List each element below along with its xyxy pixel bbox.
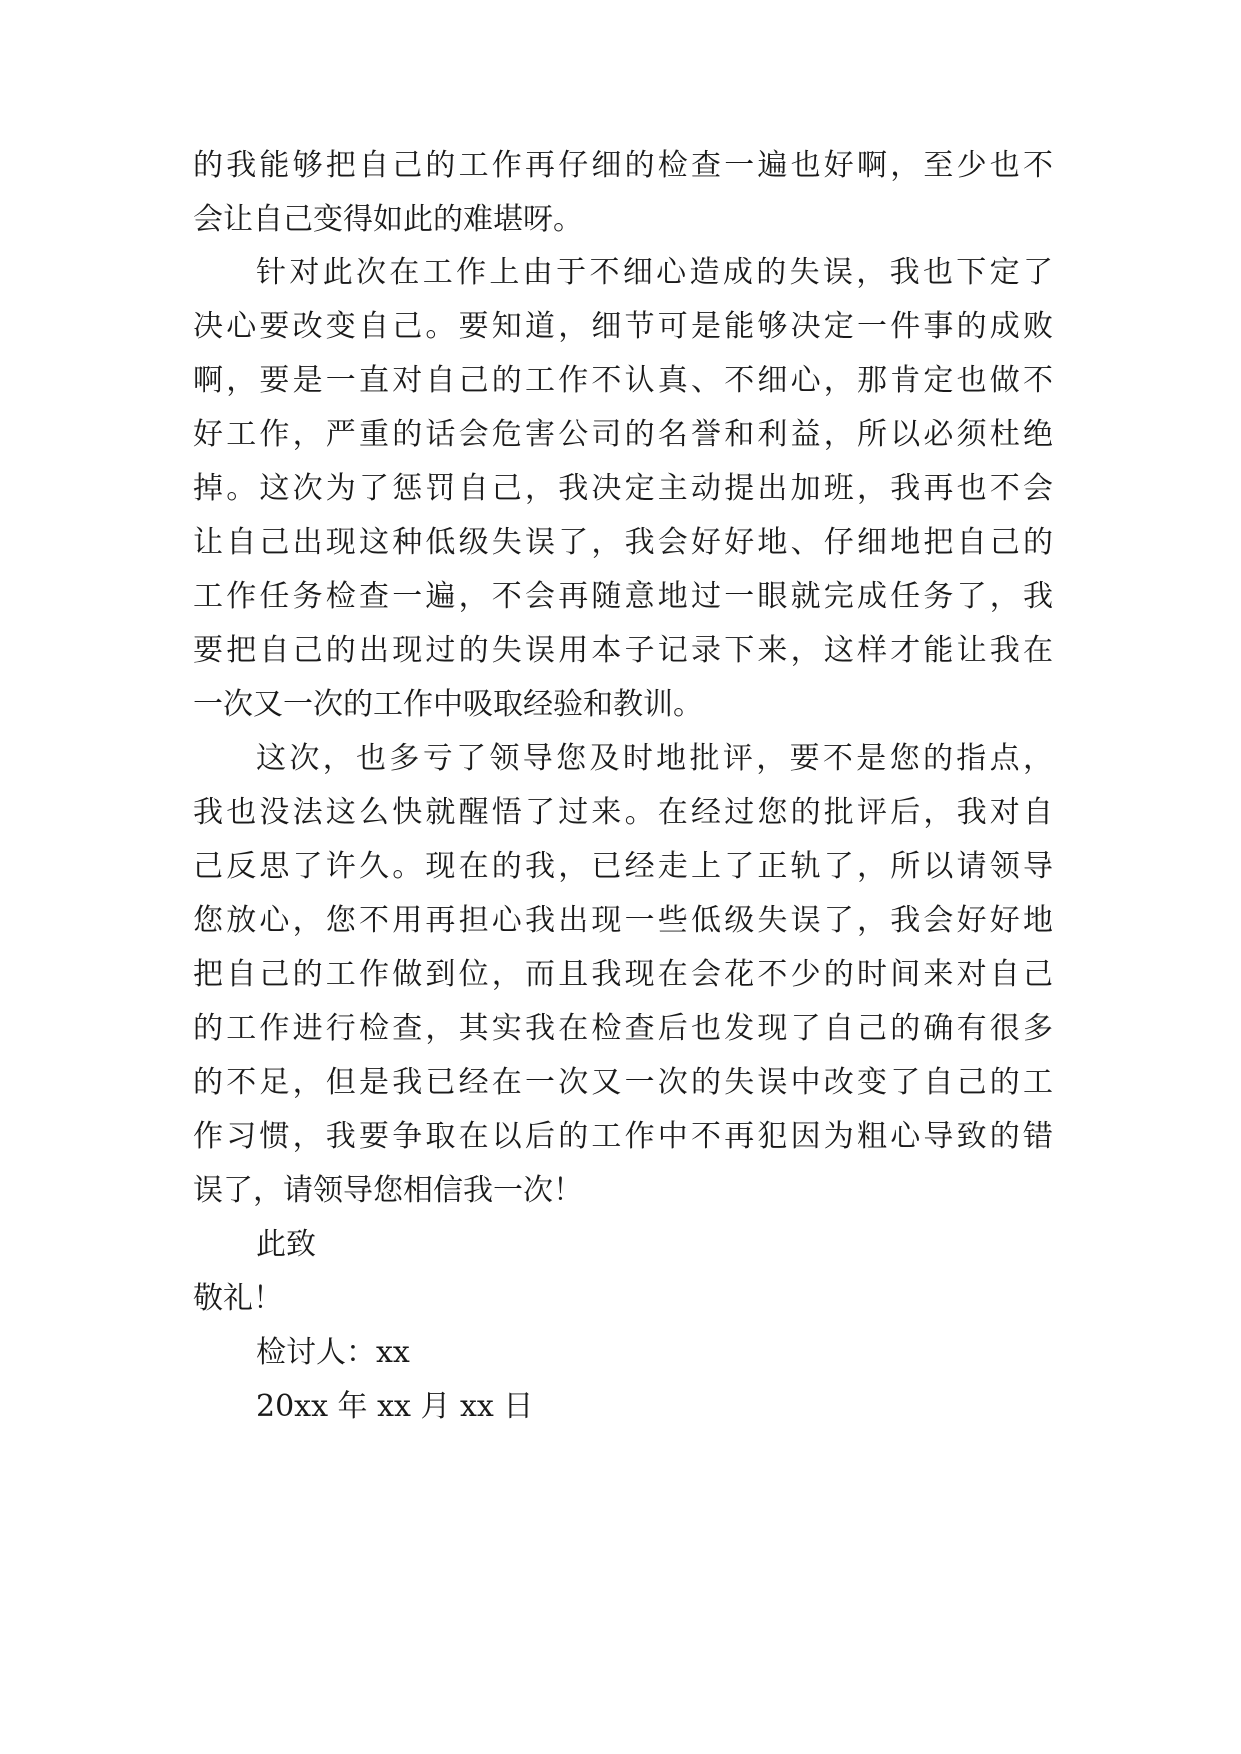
paragraph-3-line-7: 的不足，但是我已经在一次又一次的失误中改变了自己的工 — [193, 1065, 1053, 1100]
paragraph-2-line-4: 好工作，严重的话会危害公司的名誉和利益，所以必须杜绝 — [193, 417, 1053, 452]
paragraph-2-line-5: 掉。这次为了惩罚自己，我决定主动提出加班，我再也不会 — [193, 471, 1053, 506]
closing-regards: 敬礼！ — [193, 1281, 283, 1316]
paragraph-3-line-9: 误了，请领导您相信我一次！ — [193, 1173, 583, 1208]
paragraph-3-line-4: 您放心，您不用再担心我出现一些低级失误了，我会好好地 — [193, 903, 1053, 938]
paragraph-1-line-2: 会让自己变得如此的难堪呀。 — [193, 202, 583, 237]
paragraph-3-line-8: 作习惯，我要争取在以后的工作中不再犯因为粗心导致的错 — [193, 1119, 1053, 1154]
paragraph-3-line-6: 的工作进行检查，其实我在检查后也发现了自己的确有很多 — [193, 1011, 1053, 1046]
paragraph-2-line-8: 要把自己的出现过的失误用本子记录下来，这样才能让我在 — [193, 633, 1053, 668]
paragraph-2-line-9: 一次又一次的工作中吸取经验和教训。 — [193, 687, 703, 722]
paragraph-2-line-6: 让自己出现这种低级失误了，我会好好地、仔细地把自己的 — [193, 525, 1053, 560]
paragraph-3-line-2: 我也没法这么快就醒悟了过来。在经过您的批评后，我对自 — [193, 795, 1053, 830]
date-line: 20xx 年 xx 月 xx 日 — [256, 1389, 534, 1424]
paragraph-2-line-3: 啊，要是一直对自己的工作不认真、不细心，那肯定也做不 — [193, 363, 1053, 398]
paragraph-3-line-3: 己反思了许久。现在的我，已经走上了正轨了，所以请领导 — [193, 849, 1053, 884]
paragraph-2-line-2: 决心要改变自己。要知道，细节可是能够决定一件事的成败 — [193, 309, 1053, 344]
closing-salutation: 此致 — [256, 1227, 316, 1262]
paragraph-3-line-1: 这次，也多亏了领导您及时地批评，要不是您的指点， — [256, 741, 1053, 776]
paragraph-1-line-1: 的我能够把自己的工作再仔细的检查一遍也好啊，至少也不 — [193, 148, 1053, 183]
paragraph-3-line-5: 把自己的工作做到位，而且我现在会花不少的时间来对自己 — [193, 957, 1053, 992]
paragraph-2-line-1: 针对此次在工作上由于不细心造成的失误，我也下定了 — [256, 255, 1053, 290]
signature-line: 检讨人：xx — [256, 1335, 410, 1370]
paragraph-2-line-7: 工作任务检查一遍，不会再随意地过一眼就完成任务了，我 — [193, 579, 1053, 614]
